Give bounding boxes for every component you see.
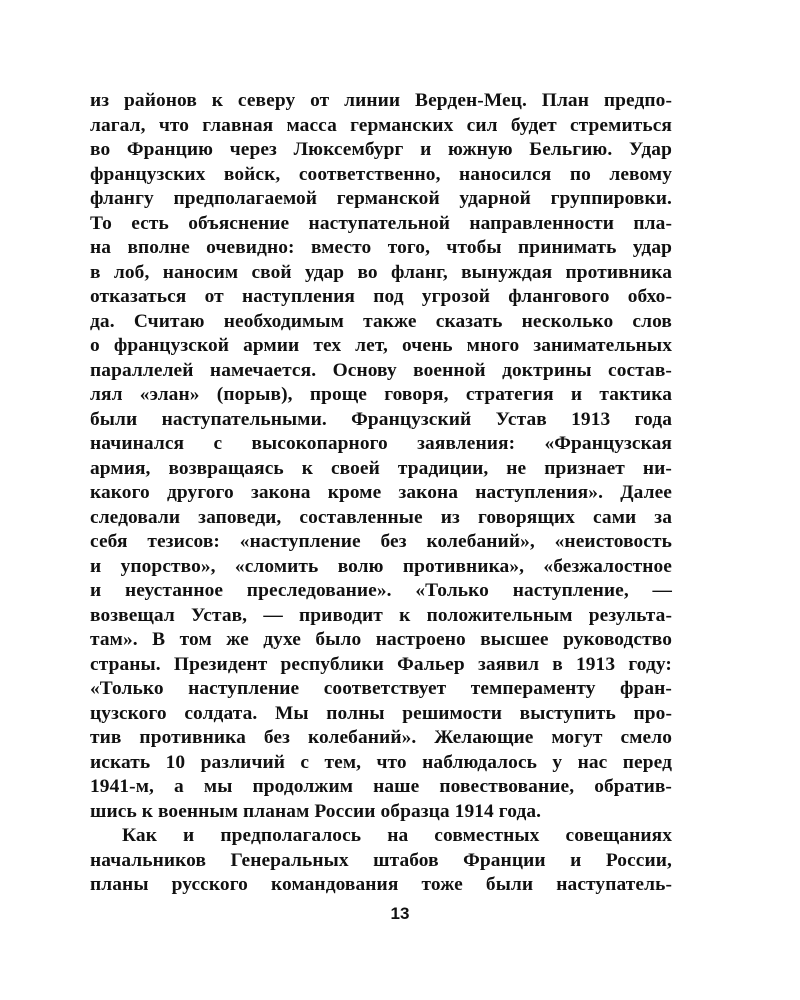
page-number: 13 xyxy=(390,904,410,923)
text-line: параллелей намечается. Основу военной доктрины состав- xyxy=(90,359,672,381)
text-line: да. Считаю необходимым также сказать несколько слов xyxy=(90,310,672,332)
text-line: планы русского командования тоже были наступатель- xyxy=(90,874,672,895)
text-line: отказаться от наступления под угрозой флангового обхо- xyxy=(90,286,672,307)
text-line: начинался с высокопарного заявления: «Французская xyxy=(90,433,672,454)
text-line: и упорство», «сломить волю противника», «безжалостное xyxy=(90,555,672,577)
paragraph-2 xyxy=(90,824,672,898)
text-line: себя тезисов: «наступление без колебаний», «неистовость xyxy=(90,531,672,552)
text-line: и неустанное преследование». «Только наступление, — xyxy=(90,580,672,601)
text-line: шись к военным планам России образца 1914 года. xyxy=(90,800,542,822)
text-line: следовали заповеди, составленные из говорящих сами за xyxy=(90,506,672,528)
text-line: во Францию через Люксембург и южную Бельгию. Удар xyxy=(90,139,672,160)
text-line: страны. Президент республики Фальер заявил в 1913 году: xyxy=(90,653,672,675)
text-line: были наступательными. Французский Устав 1913 года xyxy=(90,408,672,430)
text-line: лагал, что главная масса германских сил будет стремиться xyxy=(90,114,672,136)
text-line: о французской армии тех лет, очень много занимательных xyxy=(90,335,672,356)
text-line: французских войск, соответственно, наносился по левому xyxy=(90,163,672,185)
text-line: флангу предполагаемой германской ударной группировки. xyxy=(90,188,672,209)
text-line: 1941-м, а мы продолжим наше повествование, обратив- xyxy=(90,776,672,797)
text-line: «Только наступление соответствует темпераменту фран- xyxy=(90,678,672,699)
text-line: лял «элан» (порыв), проще говоря, стратегия и тактика xyxy=(90,384,672,405)
text-line: армия, возвращаясь к своей традиции, не признает ни- xyxy=(90,457,672,479)
text-line: там». В том же духе было настроено высшее руководство xyxy=(90,629,672,650)
text-line: тив противника без колебаний». Желающие могут смело xyxy=(90,727,672,748)
text-line: начальников Генеральных штабов Франции и России, xyxy=(90,849,672,871)
text-line: искать 10 различий с тем, что наблюдалось у нас перед xyxy=(90,751,672,773)
text-line: какого другого закона кроме закона наступления». Далее xyxy=(90,482,672,503)
text-line: цузского солдата. Мы полны решимости выступить про- xyxy=(90,702,672,724)
text-line: на вполне очевидно: вместо того, чтобы принимать удар xyxy=(90,237,672,258)
text-line: из районов к северу от линии Верден-Мец. План предпо- xyxy=(90,90,672,111)
text-line: в лоб, наносим свой удар во фланг, вынуждая противника xyxy=(90,261,672,283)
page-body-text xyxy=(90,89,672,898)
text-line: возвещал Устав, — приводит к положительным результа- xyxy=(90,604,672,626)
text-line: Как и предполагалось на совместных совещаниях xyxy=(122,825,672,846)
text-line: То есть объяснение наступательной направленности пла- xyxy=(90,212,672,234)
paragraph-1 xyxy=(90,89,672,824)
